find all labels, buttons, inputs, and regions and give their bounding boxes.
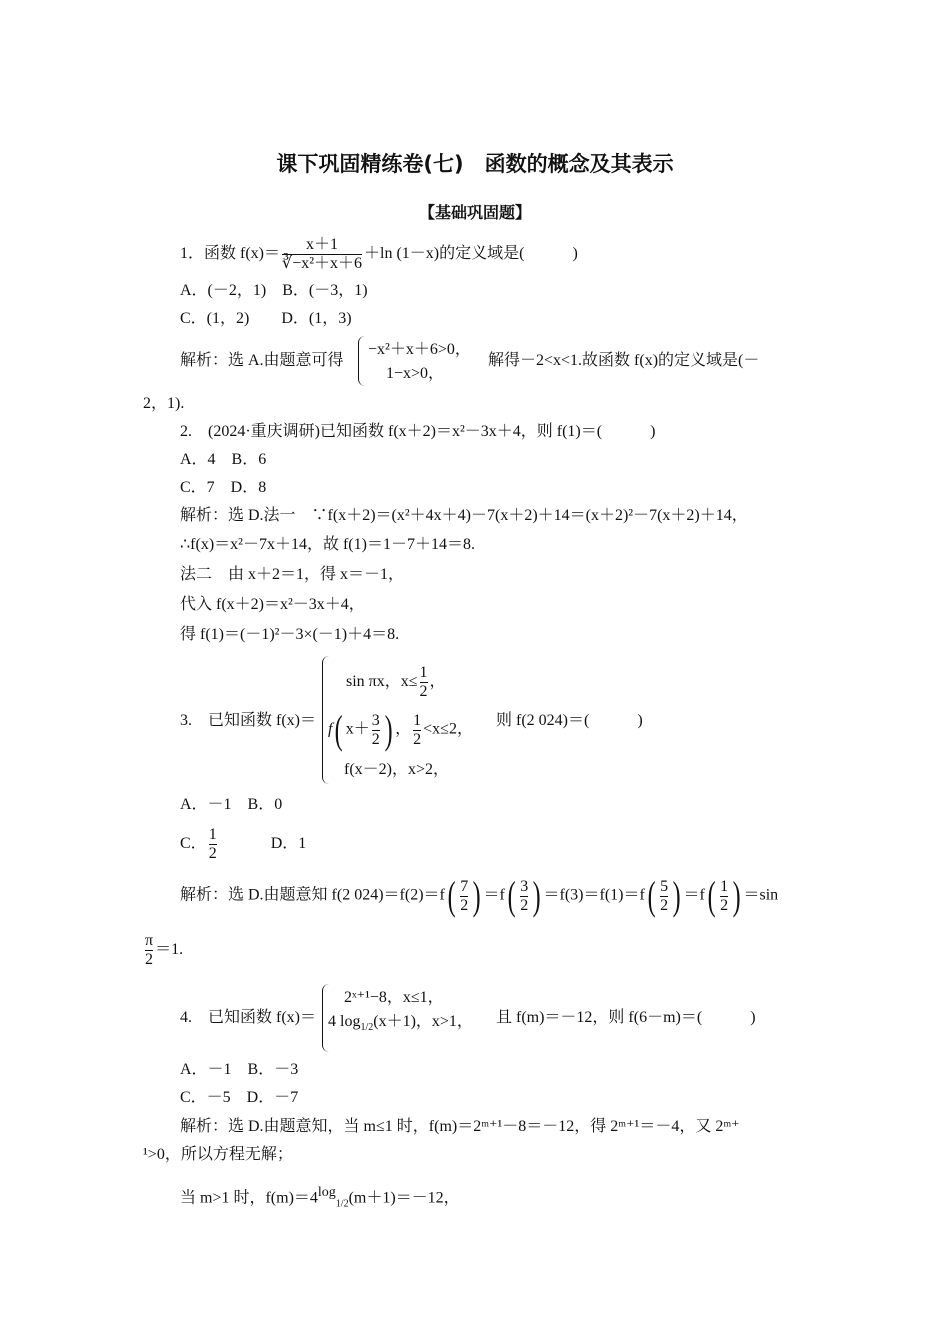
q1-system-line2: 1−x>0，: [386, 365, 445, 382]
q3-case1: [346, 664, 446, 701]
q2-solution-line1: 解析：选 D.法一 ∵f(x＋2)＝(x²＋4x＋4)－7(x＋2)＋14＝(x＋2)²－7(x＋2)＋14，: [180, 507, 748, 524]
q3-case2-rparen: ): [384, 707, 393, 752]
section-heading: 【基础巩固题】: [418, 203, 531, 222]
q3-option-d: D．1: [270, 835, 307, 853]
q1-numerator: x＋1: [306, 236, 339, 253]
q3-solution-line1: 解析：选 D.由题意知 f(2 024)＝f(2)＝f( $\frac{7}{2}$ ) ＝f( $\frac{3}{2}$ ) ＝f(3)＝f(1)＝f( $\frac{5}{2}$ ) ＝f( $\frac{1}{2}$ ) ＝sin: [180, 873, 779, 918]
q3-option-c-fraction: [209, 826, 217, 863]
q3-case2-lparen: (: [335, 707, 344, 752]
q3-sol-line2-end: ＝1.: [155, 941, 184, 959]
q3-sol-eq2: ＝f: [483, 886, 505, 904]
q4-case2-end: (x＋1)，x>1，: [373, 1013, 473, 1030]
q3-solution-line2: [143, 932, 183, 969]
q4-options-cd: C．－5 D．－7: [180, 1089, 299, 1106]
q4-case1: 2ˣ⁺¹−8，x≤1，: [344, 989, 444, 1006]
q4-case2-log: 4 log: [328, 1013, 361, 1030]
q1-system-line1: −x²＋x＋6>0，: [368, 341, 471, 358]
q3-sol-end: ＝sin: [743, 886, 779, 904]
q3-case2-cond-den: 2: [413, 730, 422, 748]
q4-pre: 4. 已知函数 f(x)＝: [180, 1009, 316, 1026]
q3-case1-text: sin πx，x≤: [346, 673, 418, 691]
q4-sol3-end: (m＋1)＝－12，: [348, 1189, 460, 1207]
q3-option-c-num: 1: [208, 826, 217, 843]
q3-sol-pi-fraction: $\frac{\pi}{2}$: [145, 932, 154, 968]
q3-case2-den: 2: [371, 730, 380, 748]
q3-case2-num: 3: [371, 711, 380, 729]
q3-case2-fraction: [372, 712, 380, 749]
q4-sol3-base: 1/2: [335, 1198, 349, 1210]
q3-sol-mid: ＝f(3)＝f(1)＝f: [543, 886, 645, 904]
q3-sol-frac2: $\frac{3}{2}$: [520, 877, 529, 914]
q1-system-brace: [358, 336, 365, 386]
q3-case1-end: ，: [429, 673, 446, 691]
q3-options-ab: A．－1 B．0: [180, 796, 283, 813]
q3-case3: f(x－2)，x>2，: [344, 761, 450, 778]
q3-case2-cond-num: 1: [413, 711, 422, 729]
q1-solution-post: 解得－2<x<1.故函数 f(x)的定义域是(－: [488, 352, 760, 369]
q4-sol3-pre: 当 m>1 时，f(m)＝4: [180, 1189, 318, 1207]
q2-solution-line5: 得 f(1)＝(－1)²－3×(－1)＋4＝8.: [180, 626, 400, 643]
q2-solution-line2: ∴f(x)＝x²－7x＋14，故 f(1)＝1－7＋14＝8.: [180, 536, 475, 553]
q2-options-ab: A．4 B．6: [180, 451, 267, 468]
q3-sol-frac3: $\frac{5}{2}$: [660, 877, 669, 914]
page-title: 课下巩固精练卷(七) 函数的概念及其表示: [276, 152, 674, 176]
q3-sol-frac4: $\frac{1}{2}$: [720, 877, 729, 914]
q4-solution-line1: 解析：选 D.由题意知，当 m≤1 时，f(m)＝2ᵐ⁺¹－8＝－12，得 2ᵐ⁺¹＝－4，又 2ᵐ⁺: [180, 1118, 740, 1135]
q4-case2: [328, 1012, 473, 1038]
q3-sol-eq4: ＝f: [683, 886, 705, 904]
q4-options-ab: A．－1 B．－3: [180, 1061, 299, 1078]
q4-solution-line2: ¹>0，所以方程无解；: [143, 1146, 293, 1163]
q2-options-cd: C．7 D．8: [180, 479, 267, 496]
q1-denominator: ∛−x²＋x＋6: [282, 255, 363, 272]
q3-case2-cond-fraction: [413, 712, 421, 749]
q4-post: 且 f(m)＝－12，则 f(6－m)＝( ): [496, 1009, 756, 1026]
q3-option-c: C．: [180, 835, 207, 853]
q1-fraction: [282, 236, 362, 273]
q2-solution-line3: 法二 由 x＋2＝1，得 x＝－1，: [180, 566, 405, 583]
q3-case2-f: f: [328, 720, 333, 738]
q3-case1-den: 2: [419, 683, 428, 700]
q1-post: ＋ln (1－x)的定义域是( ): [364, 245, 578, 263]
q4-solution-line3: [180, 1183, 460, 1215]
q3-pre: 3. 已知函数 f(x)＝: [180, 712, 316, 729]
q1-solution-pre: 解析：选 A.由题意可得: [180, 352, 344, 369]
q3-options-cd: [180, 826, 306, 863]
q3-case2-cond: <x≤2，: [423, 720, 473, 738]
q3-case1-fraction: [420, 664, 428, 701]
q1-options-ab: A．(－2，1) B．(－3，1): [180, 282, 368, 299]
q3-option-c-den: 2: [208, 845, 217, 862]
q2-solution-line4: 代入 f(x＋2)＝x²－3x＋4，: [180, 596, 365, 613]
q2-stem: 2. (2024·重庆调研)已知函数 f(x＋2)＝x²－3x＋4，则 f(1)＝( ): [180, 423, 656, 440]
q1-solution-end: 2，1).: [143, 395, 185, 412]
q1-pre: 1．函数 f(x)＝: [180, 245, 280, 263]
q1-options-cd: C．(1，2) D．(1，3): [180, 310, 352, 327]
q4-sol3-log: log: [317, 1185, 336, 1200]
q3-case1-num: 1: [419, 664, 428, 681]
q3-sol-pre: 解析：选 D.由题意知 f(2 024)＝f(2)＝f: [180, 886, 445, 904]
q3-sol-frac1: $\frac{7}{2}$: [460, 877, 469, 914]
q3-case2: f( x＋ $\frac{3}{2}$ ) ， $\frac{1}{2}$ <x≤2，: [328, 707, 473, 752]
q1-stem: [180, 236, 578, 273]
q3-post: 则 f(2 024)＝( ): [496, 712, 643, 729]
q3-case2-arg: x＋: [345, 720, 370, 738]
q4-case2-base: 1/2: [360, 1022, 374, 1034]
